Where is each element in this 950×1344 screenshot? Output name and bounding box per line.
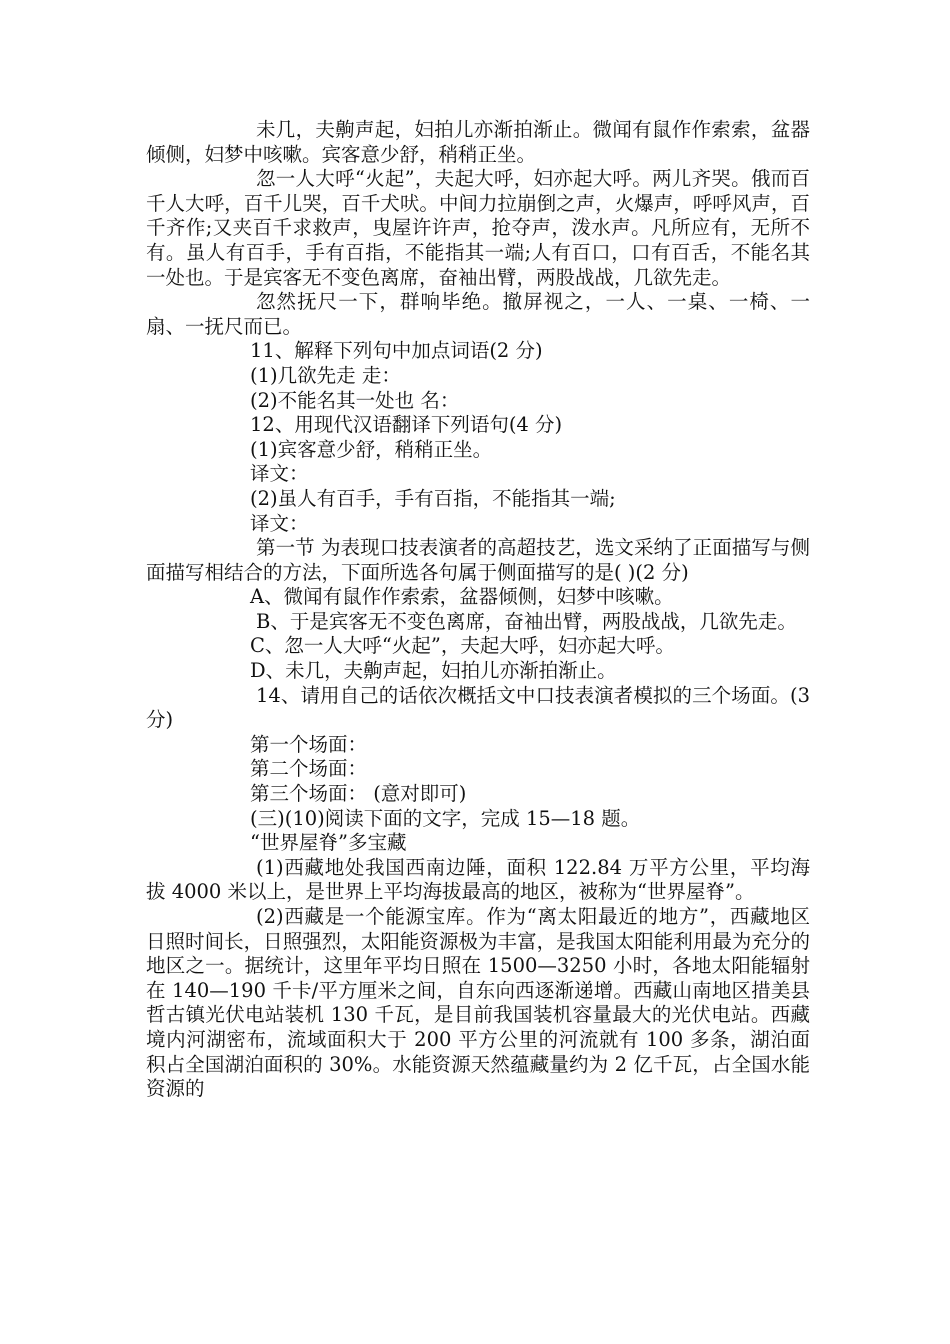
paragraph: A、微闻有鼠作作索索，盆器倾侧，妇梦中咳嗽。 [250, 585, 674, 609]
paragraph: 第三个场面： (意对即可) [250, 782, 467, 806]
paragraph: (2)西藏是一个能源宝库。作为“离太阳最近的地方”，西藏地区日照时间长，日照强烈，太阳能资源极为丰富，是我国太阳能利用最为充分的地区之一。据统计，这里年平均日照在 1500—3250 小时，各地太阳能辐射在 140—190 千卡/平方厘米之间，自东向西逐渐递增。西藏山南地区措美县哲古镇光伏电站装机 130 千瓦，是目前我国装机容量最大的光伏电站。西藏境内河湖密布，流域面积大于 200 平方公里的河流就有 100 多条，湖泊面积占全国湖泊面积的 30%。水能资源天然蕴藏量约为 2 亿千瓦，占全国水能资源的 [146, 905, 810, 1101]
paragraph: (2)不能名其一处也 名： [250, 388, 460, 412]
paragraph: B、于是宾客无不变色离席，奋袖出臂，两股战战，几欲先走。 [256, 609, 797, 633]
paragraph: C、忽一人大呼“火起”，夫起大呼，妇亦起大呼。 [250, 634, 675, 658]
paragraph: “世界屋脊”多宝藏 [250, 831, 407, 855]
paragraph: (1)西藏地处我国西南边陲，面积 122.84 万平方公里，平均海拔 4000 米以上，是世界上平均海拔最高的地区，被称为“世界屋脊”。 [146, 855, 810, 904]
document-body [146, 118, 810, 1102]
paragraph: 第一个场面： [250, 732, 368, 756]
paragraph: 第一节 为表现口技表演者的高超技艺，选文采纳了正面描写与侧面描写相结合的方法，下面所选各句属于侧面描写的是( )(2 分) [146, 536, 810, 584]
paragraph: (1)几欲先走 走： [250, 363, 401, 387]
paragraph: 14、请用自己的话依次概括文中口技表演者模拟的三个场面。(3 分) [146, 683, 810, 732]
paragraph: (1)宾客意少舒，稍稍正坐。 [250, 437, 493, 461]
paragraph: 11、解释下列句中加点词语(2 分) [250, 339, 543, 363]
paragraph: D、未几，夫齁声起，妇拍儿亦渐拍渐止。 [250, 659, 617, 683]
paragraph: 未几，夫齁声起，妇拍儿亦渐拍渐止。微闻有鼠作作索索，盆器倾侧，妇梦中咳嗽。宾客意少舒，稍稍正坐。 [146, 118, 810, 166]
paragraph: 忽然抚尺一下，群响毕绝。撤屏视之，一人、一桌、一椅、一扇、一抚尺而已。 [146, 290, 810, 338]
paragraph: 译文： [250, 511, 309, 535]
paragraph: 12、用现代汉语翻译下列语句(4 分) [250, 413, 563, 437]
paragraph: 译文： [250, 462, 309, 486]
paragraph: (三)(10)阅读下面的文字，完成 15—18 题。 [250, 806, 641, 830]
paragraph: (2)虽人有百手，手有百指，不能指其一端; [250, 486, 616, 510]
paragraph: 第二个场面： [250, 757, 368, 781]
paragraph: 忽一人大呼“火起”，夫起大呼，妇亦起大呼。两儿齐哭。俄而百千人大呼，百千儿哭，百千犬吠。中间力拉崩倒之声，火爆声，呼呼风声，百千齐作;又夹百千求救声，曳屋许许声，抢夺声，泼水声。凡所应有，无所不有。虽人有百手，手有百指，不能指其一端;人有百口，口有百舌，不能名其一处也。于是宾客无不变色离席，奋袖出臂，两股战战，几欲先走。 [146, 167, 810, 289]
